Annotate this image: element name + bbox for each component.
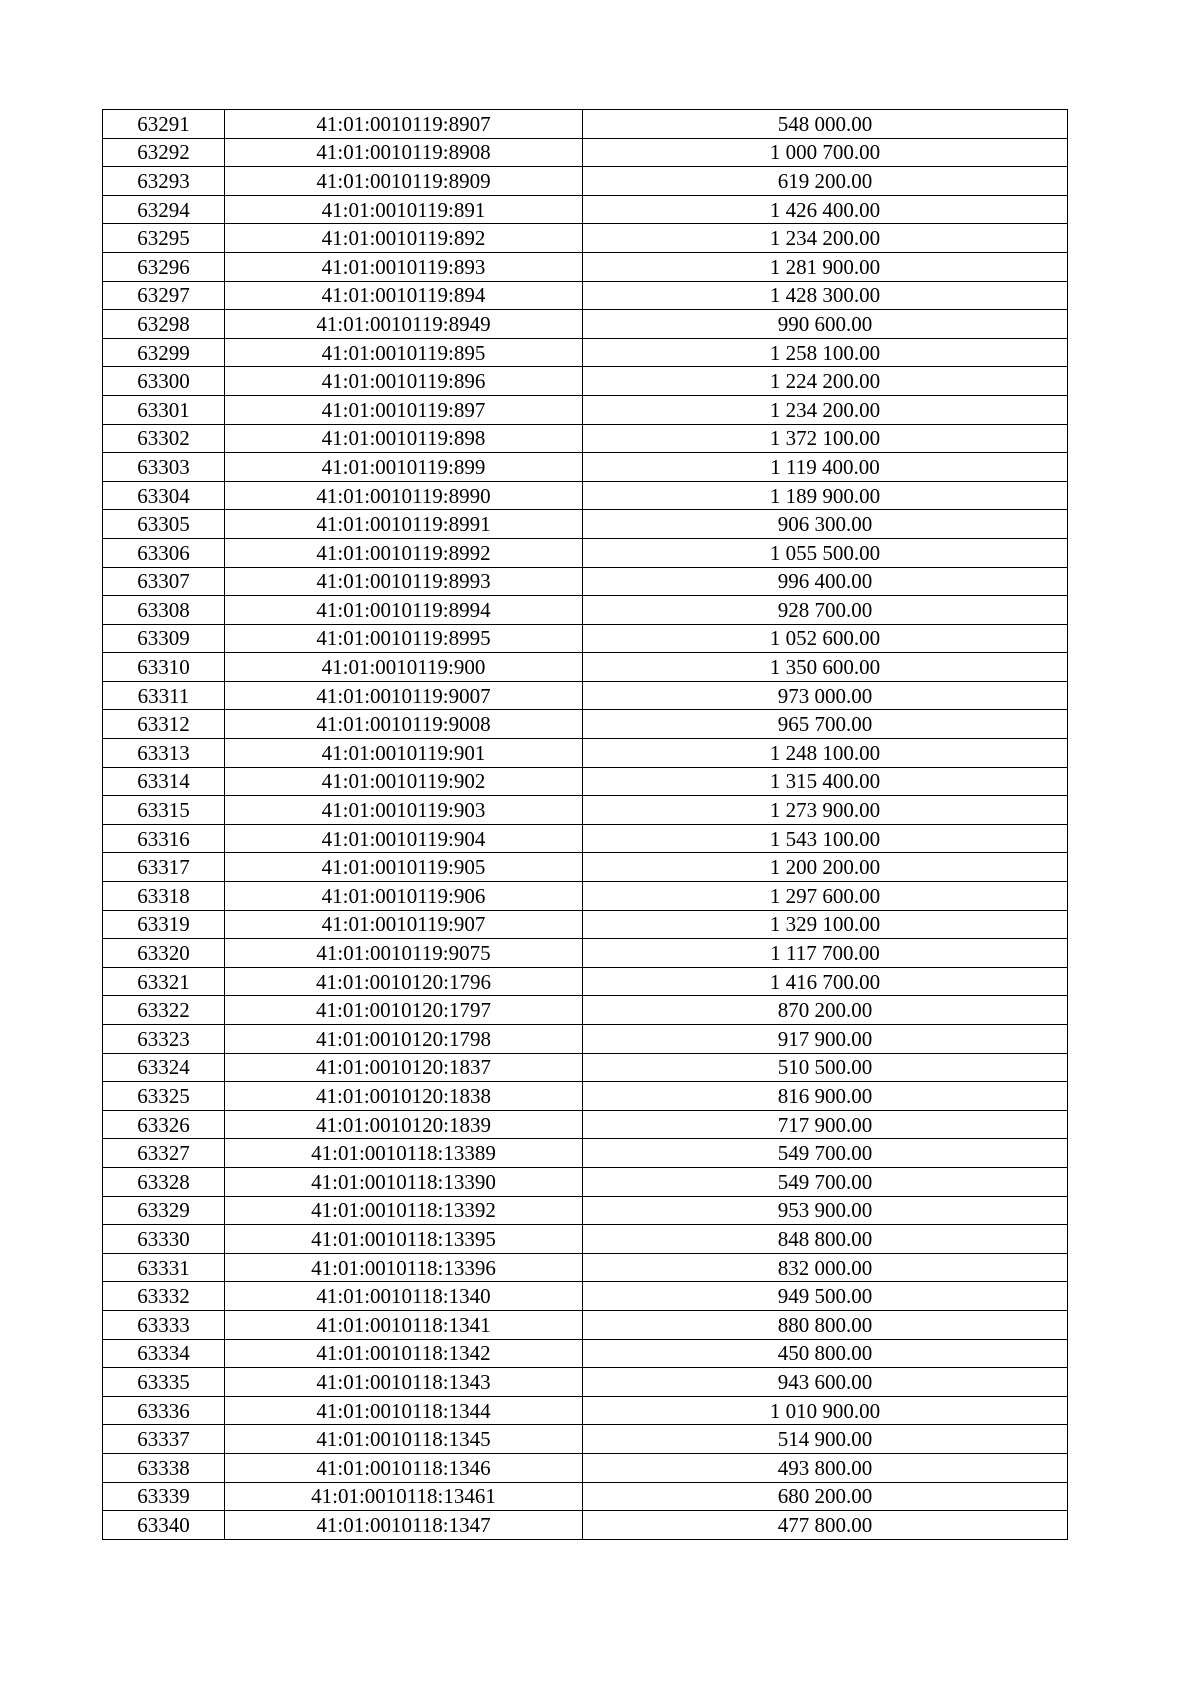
cadastral-number-cell: 41:01:0010119:8994 (225, 596, 583, 625)
cadastral-number-cell: 41:01:0010118:13390 (225, 1167, 583, 1196)
cadastral-value-cell: 477 800.00 (583, 1511, 1068, 1540)
cadastral-value-cell: 1 258 100.00 (583, 338, 1068, 367)
table-row (103, 1139, 1068, 1168)
cadastral-value-cell: 1 000 700.00 (583, 138, 1068, 167)
row-number-cell: 63299 (103, 338, 225, 367)
table-row (103, 510, 1068, 539)
cadastral-number-cell: 41:01:0010119:9008 (225, 710, 583, 739)
cadastral-value-cell: 1 189 900.00 (583, 481, 1068, 510)
cadastral-value-cell: 816 900.00 (583, 1082, 1068, 1111)
cadastral-number-cell: 41:01:0010119:8909 (225, 167, 583, 196)
row-number-cell: 63307 (103, 567, 225, 596)
cadastral-value-cell: 1 372 100.00 (583, 424, 1068, 453)
cadastral-number-cell: 41:01:0010119:898 (225, 424, 583, 453)
cadastral-value-cell: 1 273 900.00 (583, 796, 1068, 825)
table-row (103, 167, 1068, 196)
cadastral-value-cell: 848 800.00 (583, 1225, 1068, 1254)
row-number-cell: 63328 (103, 1167, 225, 1196)
row-number-cell: 63314 (103, 767, 225, 796)
table-row (103, 252, 1068, 281)
cadastral-number-cell: 41:01:0010120:1839 (225, 1110, 583, 1139)
cadastral-number-cell: 41:01:0010118:1341 (225, 1310, 583, 1339)
row-number-cell: 63325 (103, 1082, 225, 1111)
row-number-cell: 63308 (103, 596, 225, 625)
cadastral-number-cell: 41:01:0010118:13389 (225, 1139, 583, 1168)
cadastral-value-cell: 514 900.00 (583, 1425, 1068, 1454)
cadastral-value-cell: 493 800.00 (583, 1453, 1068, 1482)
cadastral-value-cell: 870 200.00 (583, 996, 1068, 1025)
cadastral-number-cell: 41:01:0010119:891 (225, 195, 583, 224)
row-number-cell: 63292 (103, 138, 225, 167)
table-row (103, 1253, 1068, 1282)
cadastral-value-cell: 973 000.00 (583, 681, 1068, 710)
cadastral-number-cell: 41:01:0010119:901 (225, 739, 583, 768)
cadastral-number-cell: 41:01:0010118:1347 (225, 1511, 583, 1540)
row-number-cell: 63339 (103, 1482, 225, 1511)
cadastral-value-cell: 949 500.00 (583, 1282, 1068, 1311)
cadastral-number-cell: 41:01:0010119:8907 (225, 110, 583, 139)
row-number-cell: 63315 (103, 796, 225, 825)
table-row (103, 767, 1068, 796)
cadastral-number-cell: 41:01:0010119:9075 (225, 939, 583, 968)
row-number-cell: 63329 (103, 1196, 225, 1225)
row-number-cell: 63301 (103, 395, 225, 424)
row-number-cell: 63291 (103, 110, 225, 139)
cadastral-value-cell: 1 248 100.00 (583, 739, 1068, 768)
row-number-cell: 63321 (103, 967, 225, 996)
row-number-cell: 63294 (103, 195, 225, 224)
cadastral-number-cell: 41:01:0010118:13392 (225, 1196, 583, 1225)
table-row (103, 624, 1068, 653)
cadastral-value-cell: 996 400.00 (583, 567, 1068, 596)
cadastral-value-cell: 450 800.00 (583, 1339, 1068, 1368)
cadastral-value-cell: 510 500.00 (583, 1053, 1068, 1082)
cadastral-value-cell: 1 543 100.00 (583, 824, 1068, 853)
cadastral-number-cell: 41:01:0010119:897 (225, 395, 583, 424)
row-number-cell: 63317 (103, 853, 225, 882)
row-number-cell: 63320 (103, 939, 225, 968)
row-number-cell: 63306 (103, 538, 225, 567)
cadastral-number-cell: 41:01:0010119:8993 (225, 567, 583, 596)
cadastral-number-cell: 41:01:0010118:1340 (225, 1282, 583, 1311)
table-row (103, 996, 1068, 1025)
table-row (103, 310, 1068, 339)
cadastral-value-cell: 1 200 200.00 (583, 853, 1068, 882)
cadastral-number-cell: 41:01:0010120:1838 (225, 1082, 583, 1111)
table-row (103, 824, 1068, 853)
cadastral-number-cell: 41:01:0010120:1798 (225, 1025, 583, 1054)
row-number-cell: 63316 (103, 824, 225, 853)
cadastral-number-cell: 41:01:0010119:8990 (225, 481, 583, 510)
table-row (103, 1025, 1068, 1054)
table-row (103, 481, 1068, 510)
cadastral-value-cell: 1 010 900.00 (583, 1396, 1068, 1425)
cadastral-value-cell: 1 281 900.00 (583, 252, 1068, 281)
table-row (103, 1339, 1068, 1368)
cadastral-value-cell: 619 200.00 (583, 167, 1068, 196)
table-row (103, 1425, 1068, 1454)
cadastral-number-cell: 41:01:0010118:1342 (225, 1339, 583, 1368)
row-number-cell: 63326 (103, 1110, 225, 1139)
table-row (103, 224, 1068, 253)
cadastral-number-cell: 41:01:0010118:13396 (225, 1253, 583, 1282)
table-row (103, 1110, 1068, 1139)
cadastral-number-cell: 41:01:0010119:8949 (225, 310, 583, 339)
row-number-cell: 63332 (103, 1282, 225, 1311)
row-number-cell: 63324 (103, 1053, 225, 1082)
cadastral-value-cell: 1 426 400.00 (583, 195, 1068, 224)
table-row (103, 281, 1068, 310)
cadastral-number-cell: 41:01:0010119:904 (225, 824, 583, 853)
table-row (103, 1396, 1068, 1425)
cadastral-number-cell: 41:01:0010119:896 (225, 367, 583, 396)
cadastral-value-cell: 928 700.00 (583, 596, 1068, 625)
cadastral-number-cell: 41:01:0010119:894 (225, 281, 583, 310)
cadastral-value-cell: 1 234 200.00 (583, 395, 1068, 424)
table-row (103, 424, 1068, 453)
row-number-cell: 63318 (103, 882, 225, 911)
cadastral-number-cell: 41:01:0010119:8991 (225, 510, 583, 539)
table-row (103, 138, 1068, 167)
cadastral-number-cell: 41:01:0010118:1345 (225, 1425, 583, 1454)
cadastral-number-cell: 41:01:0010119:895 (225, 338, 583, 367)
cadastral-value-cell: 1 297 600.00 (583, 882, 1068, 911)
cadastral-number-cell: 41:01:0010120:1837 (225, 1053, 583, 1082)
row-number-cell: 63323 (103, 1025, 225, 1054)
table-row (103, 1196, 1068, 1225)
cadastral-number-cell: 41:01:0010118:1344 (225, 1396, 583, 1425)
cadastral-value-cell: 943 600.00 (583, 1368, 1068, 1397)
table-row (103, 739, 1068, 768)
row-number-cell: 63298 (103, 310, 225, 339)
cadastral-number-cell: 41:01:0010119:903 (225, 796, 583, 825)
cadastral-number-cell: 41:01:0010119:907 (225, 910, 583, 939)
cadastral-number-cell: 41:01:0010119:900 (225, 653, 583, 682)
cadastral-value-cell: 1 329 100.00 (583, 910, 1068, 939)
cadastral-value-cell: 549 700.00 (583, 1139, 1068, 1168)
table-row (103, 939, 1068, 968)
cadastral-value-cell: 1 350 600.00 (583, 653, 1068, 682)
cadastral-value-cell: 548 000.00 (583, 110, 1068, 139)
cadastral-value-cell: 1 055 500.00 (583, 538, 1068, 567)
table-row (103, 710, 1068, 739)
table-row (103, 1511, 1068, 1540)
table-row (103, 1282, 1068, 1311)
cadastral-value-cell: 717 900.00 (583, 1110, 1068, 1139)
row-number-cell: 63305 (103, 510, 225, 539)
table-row (103, 338, 1068, 367)
row-number-cell: 63313 (103, 739, 225, 768)
cadastral-value-cell: 1 315 400.00 (583, 767, 1068, 796)
cadastral-value-cell: 917 900.00 (583, 1025, 1068, 1054)
table-row (103, 1167, 1068, 1196)
table-row (103, 453, 1068, 482)
table-row (103, 195, 1068, 224)
cadastral-number-cell: 41:01:0010119:899 (225, 453, 583, 482)
cadastral-number-cell: 41:01:0010119:8995 (225, 624, 583, 653)
cadastral-number-cell: 41:01:0010119:906 (225, 882, 583, 911)
table-row (103, 882, 1068, 911)
table-row (103, 596, 1068, 625)
row-number-cell: 63303 (103, 453, 225, 482)
row-number-cell: 63311 (103, 681, 225, 710)
row-number-cell: 63310 (103, 653, 225, 682)
table-row (103, 538, 1068, 567)
row-number-cell: 63327 (103, 1139, 225, 1168)
row-number-cell: 63338 (103, 1453, 225, 1482)
cadastral-value-cell: 1 117 700.00 (583, 939, 1068, 968)
cadastral-value-cell: 1 224 200.00 (583, 367, 1068, 396)
row-number-cell: 63309 (103, 624, 225, 653)
cadastral-number-cell: 41:01:0010120:1797 (225, 996, 583, 1025)
table-row (103, 910, 1068, 939)
cadastral-number-cell: 41:01:0010118:1346 (225, 1453, 583, 1482)
table-row (103, 567, 1068, 596)
table-row (103, 1225, 1068, 1254)
table-row (103, 1082, 1068, 1111)
cadastral-number-cell: 41:01:0010118:13461 (225, 1482, 583, 1511)
cadastral-number-cell: 41:01:0010120:1796 (225, 967, 583, 996)
cadastral-value-cell: 906 300.00 (583, 510, 1068, 539)
cadastral-value-cell: 990 600.00 (583, 310, 1068, 339)
cadastral-number-cell: 41:01:0010119:8908 (225, 138, 583, 167)
table-row (103, 1310, 1068, 1339)
cadastral-value-cell: 680 200.00 (583, 1482, 1068, 1511)
cadastral-value-cell: 880 800.00 (583, 1310, 1068, 1339)
cadastral-value-cell: 965 700.00 (583, 710, 1068, 739)
table-row (103, 796, 1068, 825)
cadastral-value-cell: 953 900.00 (583, 1196, 1068, 1225)
row-number-cell: 63331 (103, 1253, 225, 1282)
cadastral-value-cell: 1 052 600.00 (583, 624, 1068, 653)
cadastral-number-cell: 41:01:0010119:9007 (225, 681, 583, 710)
cadastral-value-table (102, 109, 1068, 1540)
row-number-cell: 63336 (103, 1396, 225, 1425)
row-number-cell: 63293 (103, 167, 225, 196)
cadastral-number-cell: 41:01:0010119:892 (225, 224, 583, 253)
table-row (103, 681, 1068, 710)
table-row (103, 1482, 1068, 1511)
cadastral-value-cell: 549 700.00 (583, 1167, 1068, 1196)
cadastral-value-cell: 1 119 400.00 (583, 453, 1068, 482)
row-number-cell: 63304 (103, 481, 225, 510)
row-number-cell: 63330 (103, 1225, 225, 1254)
row-number-cell: 63296 (103, 252, 225, 281)
row-number-cell: 63302 (103, 424, 225, 453)
cadastral-number-cell: 41:01:0010119:893 (225, 252, 583, 281)
table-row (103, 653, 1068, 682)
table-row (103, 967, 1068, 996)
row-number-cell: 63297 (103, 281, 225, 310)
row-number-cell: 63295 (103, 224, 225, 253)
cadastral-number-cell: 41:01:0010119:8992 (225, 538, 583, 567)
table-row (103, 1368, 1068, 1397)
cadastral-value-cell: 1 234 200.00 (583, 224, 1068, 253)
row-number-cell: 63319 (103, 910, 225, 939)
table-row (103, 1053, 1068, 1082)
table-body (103, 110, 1068, 1540)
table-row (103, 853, 1068, 882)
cadastral-number-cell: 41:01:0010118:1343 (225, 1368, 583, 1397)
table-row (103, 395, 1068, 424)
row-number-cell: 63333 (103, 1310, 225, 1339)
cadastral-number-cell: 41:01:0010119:902 (225, 767, 583, 796)
row-number-cell: 63337 (103, 1425, 225, 1454)
row-number-cell: 63322 (103, 996, 225, 1025)
table-row (103, 110, 1068, 139)
table-row (103, 367, 1068, 396)
row-number-cell: 63335 (103, 1368, 225, 1397)
row-number-cell: 63340 (103, 1511, 225, 1540)
cadastral-number-cell: 41:01:0010119:905 (225, 853, 583, 882)
cadastral-value-cell: 1 416 700.00 (583, 967, 1068, 996)
cadastral-number-cell: 41:01:0010118:13395 (225, 1225, 583, 1254)
cadastral-value-cell: 832 000.00 (583, 1253, 1068, 1282)
row-number-cell: 63334 (103, 1339, 225, 1368)
row-number-cell: 63300 (103, 367, 225, 396)
row-number-cell: 63312 (103, 710, 225, 739)
table-row (103, 1453, 1068, 1482)
cadastral-value-cell: 1 428 300.00 (583, 281, 1068, 310)
